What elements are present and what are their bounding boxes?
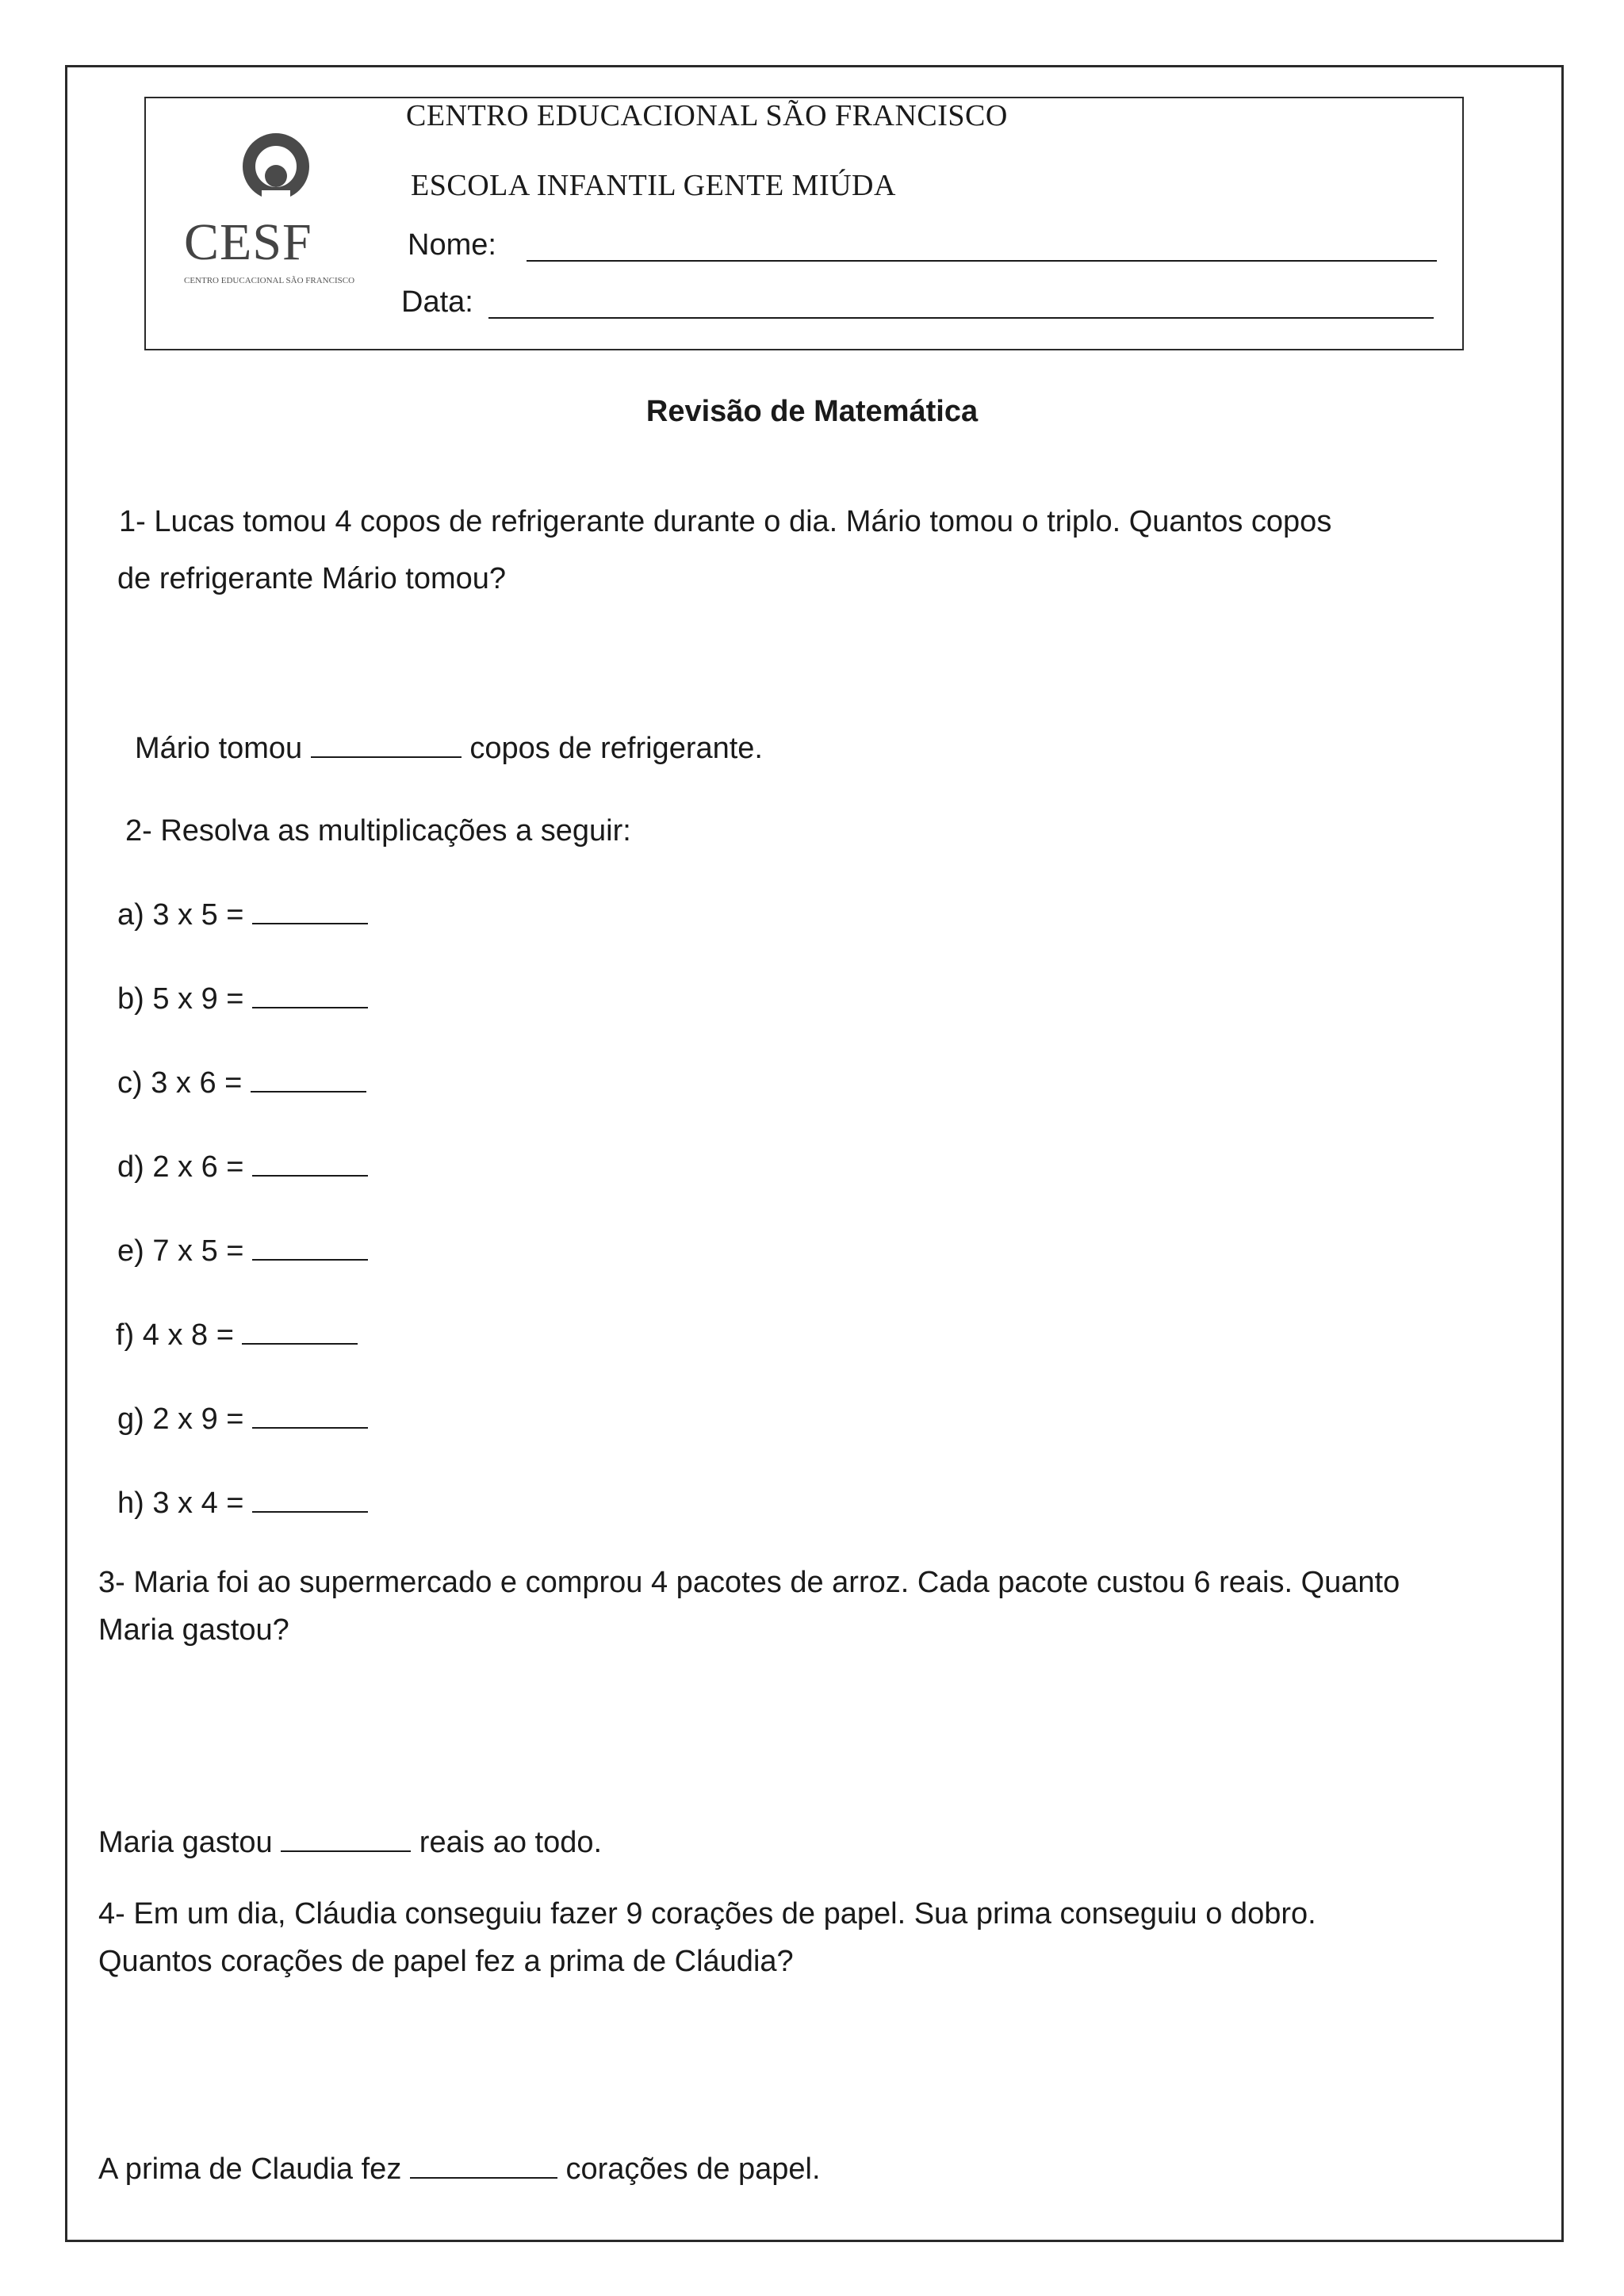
q2-item-a bbox=[117, 886, 368, 943]
date-field[interactable] bbox=[488, 317, 1434, 319]
school-name: CENTRO EDUCACIONAL SÃO FRANCISCO bbox=[406, 99, 1008, 132]
q2-item-b-blank[interactable] bbox=[252, 982, 368, 1008]
q2-item-f bbox=[116, 1307, 358, 1364]
logo-subtitle: CENTRO EDUCACIONAL SÃO FRANCISCO bbox=[184, 276, 355, 285]
q3-answer-after: reais ao todo. bbox=[419, 1826, 603, 1859]
q2-item-g-blank[interactable] bbox=[252, 1402, 368, 1429]
q1-line2: de refrigerante Mário tomou? bbox=[117, 562, 507, 595]
q2-item-g bbox=[117, 1391, 368, 1448]
q2-item-h-label: h) 3 x 4 = bbox=[117, 1487, 244, 1520]
q2-item-a-label: a) 3 x 5 = bbox=[117, 898, 244, 932]
q2-item-a-blank[interactable] bbox=[252, 897, 368, 924]
q3-answer bbox=[98, 1814, 602, 1871]
q2-item-b bbox=[117, 970, 368, 1027]
q1-answer bbox=[135, 720, 763, 777]
q4-answer-after: corações de papel. bbox=[565, 2152, 821, 2186]
q2-item-e bbox=[117, 1223, 368, 1280]
q1-answer-before: Mário tomou bbox=[135, 732, 303, 765]
q1-answer-blank[interactable] bbox=[311, 731, 462, 758]
page-title: Revisão de Matemática bbox=[645, 395, 979, 428]
q4-line1: 4- Em um dia, Cláudia conseguiu fazer 9 corações de papel. Sua prima conseguiu o dobro. bbox=[98, 1897, 1316, 1931]
name-label: Nome: bbox=[408, 228, 496, 262]
q3-line1: 3- Maria foi ao supermercado e comprou 4 pacotes de arroz. Cada pacote custou 6 reais. Quanto bbox=[98, 1566, 1400, 1599]
q2-item-d-blank[interactable] bbox=[252, 1150, 368, 1177]
q4-line2: Quantos corações de papel fez a prima de Cláudia? bbox=[98, 1945, 794, 1978]
q2-item-g-label: g) 2 x 9 = bbox=[117, 1402, 244, 1436]
q2-item-b-label: b) 5 x 9 = bbox=[117, 982, 244, 1016]
q3-answer-before: Maria gastou bbox=[98, 1826, 273, 1859]
q2-item-c bbox=[117, 1054, 366, 1112]
logo-text: CESF bbox=[184, 213, 312, 271]
name-field[interactable] bbox=[527, 260, 1437, 262]
q1-line1: 1- Lucas tomou 4 copos de refrigerante durante o dia. Mário tomou o triplo. Quantos copos bbox=[119, 505, 1332, 538]
q2-item-c-blank[interactable] bbox=[251, 1066, 366, 1093]
school-unit: ESCOLA INFANTIL GENTE MIÚDA bbox=[411, 169, 896, 202]
q3-line2: Maria gastou? bbox=[98, 1613, 289, 1647]
q4-answer bbox=[98, 2141, 821, 2198]
q2-prompt: 2- Resolva as multiplicações a seguir: bbox=[125, 814, 631, 848]
q4-answer-before: A prima de Claudia fez bbox=[98, 2152, 402, 2186]
q2-item-h bbox=[117, 1475, 368, 1532]
q2-item-e-blank[interactable] bbox=[252, 1234, 368, 1261]
q3-answer-blank[interactable] bbox=[281, 1825, 411, 1852]
q4-answer-blank[interactable] bbox=[410, 2152, 557, 2179]
q2-item-f-blank[interactable] bbox=[242, 1318, 358, 1345]
q2-item-f-label: f) 4 x 8 = bbox=[116, 1318, 234, 1352]
q1-answer-after: copos de refrigerante. bbox=[469, 732, 763, 765]
q2-item-c-label: c) 3 x 6 = bbox=[117, 1066, 243, 1100]
q2-item-d-label: d) 2 x 6 = bbox=[117, 1150, 244, 1184]
date-label: Data: bbox=[401, 285, 473, 319]
q2-item-h-blank[interactable] bbox=[252, 1486, 368, 1513]
q2-item-e-label: e) 7 x 5 = bbox=[117, 1234, 244, 1268]
q2-item-d bbox=[117, 1138, 368, 1196]
